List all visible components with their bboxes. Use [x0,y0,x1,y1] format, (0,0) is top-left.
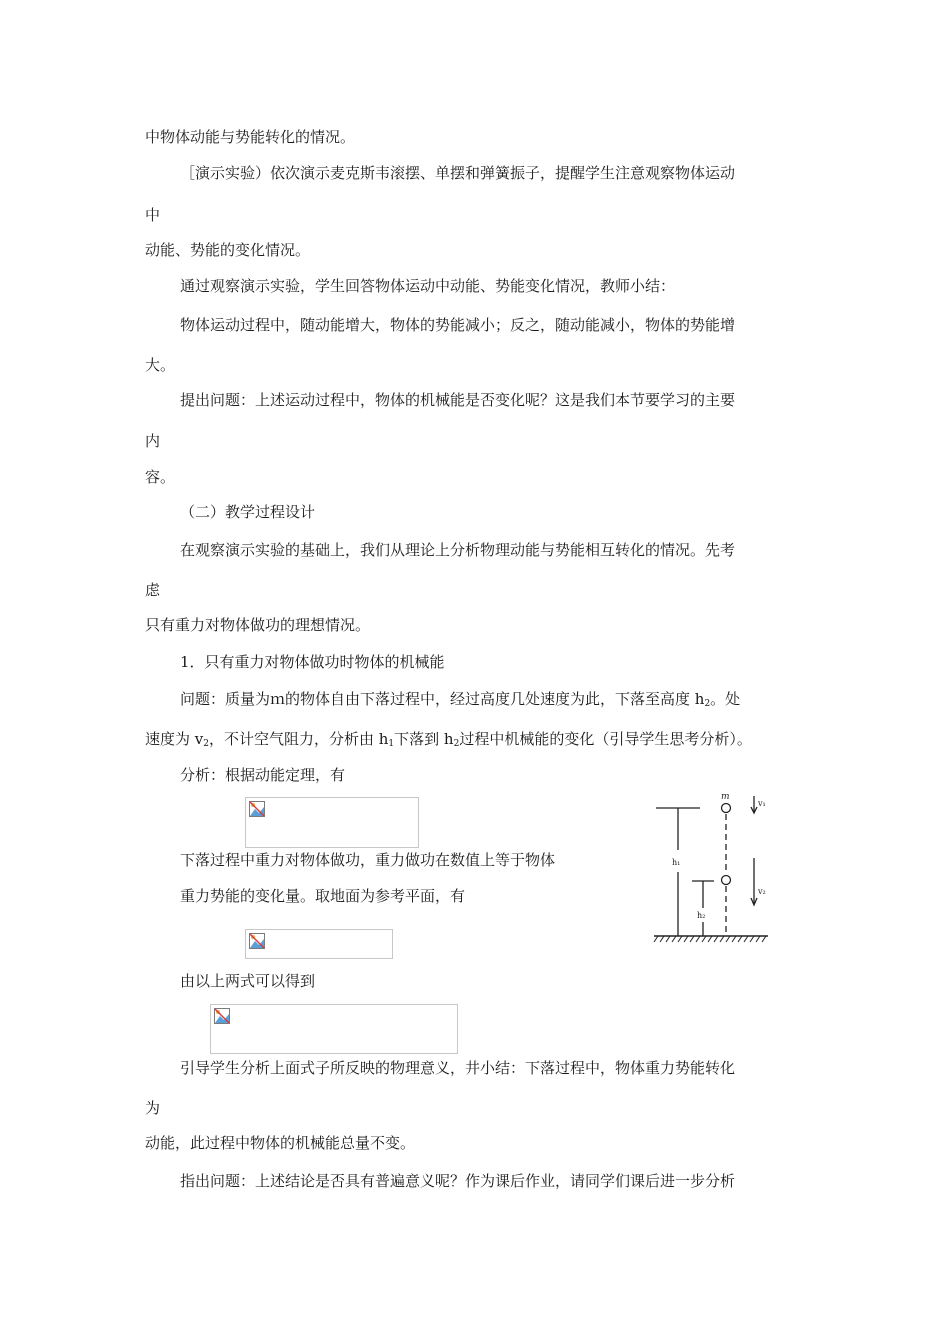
formula-image-3 [210,1004,458,1054]
text-line: 动能，此过程中物体的机械能总量不变。 [145,1134,416,1152]
mass-ball-bottom [722,876,731,885]
v1-label: v₁ [758,799,766,808]
text-line: ［演示实验）依次演示麦克斯韦滚摆、单摆和弹簧振子，提醒学生注意观察物体运动 [180,164,736,182]
h1-label: h₁ [672,858,681,867]
text-line: 速度为 $v_2$，不计空气阻力，分析由 $h_1$下落到 $h_2$过程中机械能的变化（引导学生思考分析）。 [145,730,752,749]
mass-ball-top [722,804,731,813]
text-line: 通过观察演示实验，学生回答物体运动中动能、势能变化情况，教师小结： [180,277,676,295]
text-line: 问题：质量为ｍ的物体自由下落过程中，经过高度几处速度为此，下落至高度 $h_2$。处 [180,690,741,709]
text-line: 分析：根据动能定理，有 [180,766,346,784]
text-line: 动能、势能的变化情况。 [145,241,311,259]
text-line: 大。 [145,356,176,374]
section-heading: （二）教学过程设计 [180,503,316,521]
text-line: 指出问题：上述结论是否具有普遍意义呢？作为课后作业，请同学们课后进一步分析 [180,1172,736,1190]
text-line: 中 [145,206,161,224]
ground-hatch [654,936,766,942]
h2-label: h₂ [697,911,706,920]
formula-image-1 [245,797,419,848]
broken-image-icon [214,1008,230,1024]
text-line: 物体运动过程中，随动能增大，物体的势能减小；反之，随动能减小，物体的势能增 [180,316,736,334]
text-line: 提出问题：上述运动过程中，物体的机械能是否变化呢？这是我们本节要学习的主要 [180,391,736,409]
free-fall-diagram [650,788,774,952]
broken-image-icon [249,801,265,817]
text-line: 为 [145,1099,161,1117]
text-line: 只有重力对物体做功的理想情况。 [145,616,371,634]
text-line: 虑 [145,581,161,599]
text-line: 内 [145,432,161,450]
subsection-heading: 1．只有重力对物体做功时物体的机械能 [180,653,445,671]
text-line: 在观察演示实验的基础上，我们从理论上分析物理动能与势能相互转化的情况。先考 [180,541,736,559]
text-line: 引导学生分析上面式子所反映的物理意义，井小结：下落过程中，物体重力势能转化 [180,1059,736,1077]
text-line: 下落过程中重力对物体做功，重力做功在数值上等于物体 [180,851,556,869]
text-line: 由以上两式可以得到 [180,972,316,990]
text-line: 中物体动能与势能转化的情况。 [145,128,356,146]
mass-label: m [721,792,730,802]
formula-image-2 [245,929,393,959]
broken-image-icon [249,933,265,949]
text-line: 容。 [145,468,176,486]
text-line: 重力势能的变化量。取地面为参考平面，有 [180,887,466,905]
v2-label: v₂ [758,887,766,896]
